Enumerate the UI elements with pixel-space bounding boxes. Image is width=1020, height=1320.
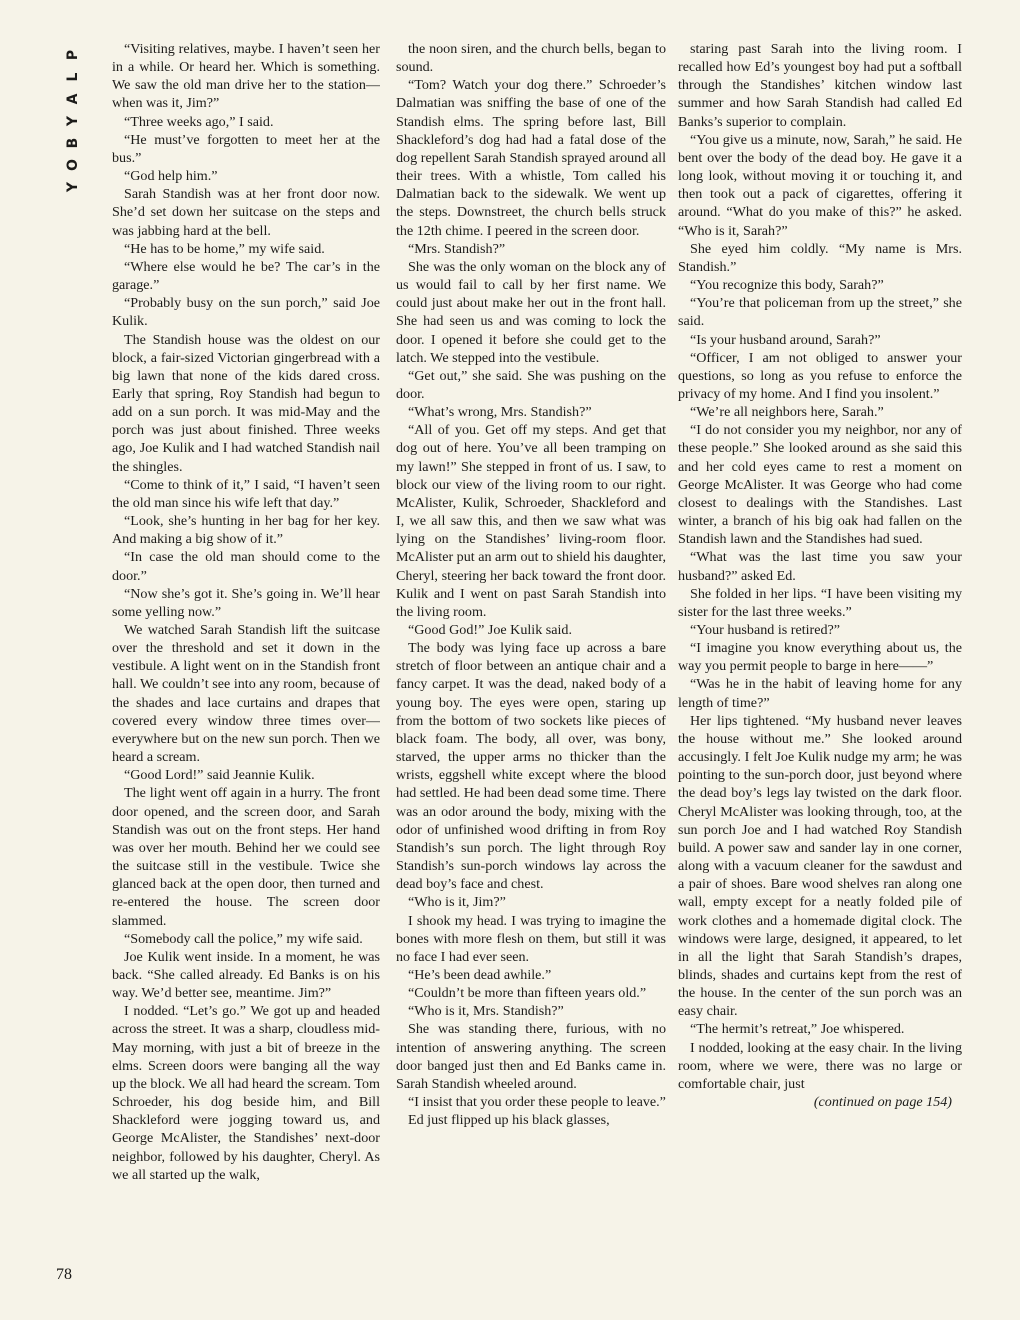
paragraph: I shook my head. I was trying to imagine the bones with more flesh on them, but still it was no face I had ever seen. <box>396 912 666 965</box>
paragraph: “Now she’s got it. She’s going in. We’ll hear some yelling now.” <box>112 585 380 620</box>
paragraph: “Come to think of it,” I said, “I haven’t seen the old man since his wife left that day.” <box>112 476 380 511</box>
paragraph: “Who is it, Mrs. Standish?” <box>408 1003 564 1020</box>
paragraph: She was the only woman on the block any of us would fail to call by her first name. We could just about make her out in the front hall. She had seen us and was coming to lock the door. I opened it before she could get to the latch. We stepped into the vestibule. <box>396 258 666 366</box>
paragraph: “He’s been dead awhile.” <box>408 966 552 983</box>
text-column-1 <box>112 40 380 1280</box>
paragraph: “Your husband is retired?” <box>690 622 841 638</box>
paragraph: “He must’ve forgotten to meet her at the bus.” <box>112 131 380 166</box>
page-number: 78 <box>56 1266 72 1283</box>
paragraph: “The hermit’s retreat,” Joe whispered. <box>690 1021 905 1038</box>
paragraph: “Three weeks ago,” I said. <box>124 113 274 130</box>
paragraph: “Where else would he be? The car’s in the garage.” <box>112 258 380 294</box>
paragraph: “Mrs. Standish?” <box>408 240 506 257</box>
paragraph: “I do not consider you my neighbor, nor any of these people.” She looked around as she said this and her cold eyes came to rest a moment on George McAlister. It was George who had come closest to dealings with the Standishes. Last winter, a branch of his big oak had fallen on the Standish lawn and the Standishes had sued. <box>678 422 962 548</box>
paragraph: The body was lying face up across a bare stretch of floor between an antique chair and a fancy carpet. It was the dead, naked body of a young boy. The eyes were open, staring up from the bottom of two sockets like pieces of black foam. The body, all over, was bony, starved, the upper arms no thicker than the wrists, eggshell white except where the blood had settled. He had been dead some time. There was an odor around the body, mixing with the odor of unfinished wood drifting in from Roy Standish’s sun porch. The light through Roy Standish’s sun-porch windows lay across the dead boy’s face and chest. <box>396 640 666 893</box>
paragraph: “Visiting relatives, maybe. I haven’t seen her in a while. Or heard her. Which is something. We saw the old man drive her to the station—when was it, Jim?” <box>112 41 380 112</box>
paragraph: the noon siren, and the church bells, began to sound. <box>396 41 666 76</box>
paragraph: Joe Kulik went inside. In a moment, he was back. “She called already. Ed Banks is on his way. We’d better see, meantime. Jim?” <box>112 948 380 1002</box>
paragraph: “Officer, I am not obliged to answer your questions, so long as you refuse to enforce the privacy of my home. And I find you insolent.” <box>678 349 962 402</box>
paragraph: I nodded, looking at the easy chair. In the living room, where we were, there was no large or comfortable chair, just <box>678 1039 962 1092</box>
paragraph: “In case the old man should come to the door.” <box>112 549 380 584</box>
masthead-letter: P <box>65 49 81 61</box>
paragraph: “Couldn’t be more than fifteen years old.” <box>408 985 647 1002</box>
paragraph: “Good Lord!” said Jeannie Kulik. <box>124 767 315 784</box>
paragraph: “Probably busy on the sun porch,” said Joe Kulik. <box>112 295 380 330</box>
text-column-3 <box>678 40 962 1280</box>
paragraph: “Good God!” Joe Kulik said. <box>408 622 573 638</box>
paragraph: “I insist that you order these people to leave.” <box>408 1094 666 1111</box>
paragraph: “Was he in the habit of leaving home for any length of time?” <box>678 676 962 711</box>
paragraph: She folded in her lips. “I have been visiting my sister for the last three weeks.” <box>678 585 962 620</box>
masthead-letter: B <box>65 137 81 149</box>
paragraph: We watched Sarah Standish lift the suitcase over the threshold and set it down in the vestibule. A light went on in the Standish front hall. We couldn’t see into any room, because of the shades and lace curtains and drapes that covered every window three times over—everywhere but on the new sun porch. Then we heard a scream. <box>112 622 380 766</box>
paragraph: “Is your husband around, Sarah?” <box>690 331 881 348</box>
paragraph: The light went off again in a hurry. The front door opened, and the screen door, and Sarah Standish was out on the front steps. Her hand was over her mouth. Behind her we could see the suitcase still in the vestibule. Twice she glanced back at the open door, then turned and re-entered the house. The screen door slammed. <box>112 785 380 929</box>
masthead-letter: A <box>65 93 81 105</box>
paragraph: I nodded. “Let’s go.” We got up and headed across the street. It was a sharp, cloudless mid-May morning, with just a bit of breeze in the elms. Screen doors were banging all the way up the block. We all had heard the scream. Tom Schroeder, his dog beside him, and Bill Shackleford were jogging toward us, and George McAlister, the Standishes’ next-door neighbor, followed by his daughter, Cheryl. As we all started up the walk, <box>112 1003 380 1183</box>
paragraph: “You recognize this body, Sarah?” <box>690 277 884 294</box>
paragraph: “Look, she’s hunting in her bag for her key. And making a big show of it.” <box>112 513 380 548</box>
paragraph: “What was the last time you saw your husband?” asked Ed. <box>678 549 962 584</box>
paragraph: “All of you. Get off my steps. And get that dog out of here. You’ve all been tramping on my lawn!” She stepped in front of us. I saw, to block our view of the living room to our right. McAlister, Kulik, Schroeder, Shackleford and I, we all saw this, and then we saw what was lying on the Standishes’ living-room floor. McAlister put an arm out to shield his daughter, Cheryl, steering her back toward the front door. Kulik and I went on past Sarah Standish into the living room. <box>396 422 666 620</box>
masthead-letter: Y <box>65 181 81 193</box>
paragraph: “Get out,” she said. She was pushing on the door. <box>396 367 666 402</box>
masthead-letter: O <box>65 159 81 171</box>
paragraph: “God help him.” <box>124 168 218 185</box>
paragraph: “What’s wrong, Mrs. Standish?” <box>408 404 592 421</box>
paragraph: She was standing there, furious, with no intention of answering anything. The screen door banged just then and Ed Banks came in. Sarah Standish wheeled around. <box>396 1021 666 1092</box>
paragraph: “Tom? Watch your dog there.” Schroeder’s Dalmatian was sniffing the base of one of the Standish elms. The spring before last, Bill Shackleford’s dog had had a fatal dose of the dog repellent Sarah Standish sprayed around all their trees. With a whistle, Tom called his Dalmatian back to the sidewalk. We went up the steps. Downstreet, the church bells struck the 12th chime. I peered in the screen door. <box>396 77 666 239</box>
paragraph: “He has to be home,” my wife said. <box>124 240 325 257</box>
masthead-letter: L <box>65 72 81 82</box>
text-column-2 <box>396 40 666 1280</box>
paragraph: She eyed him coldly. “My name is Mrs. Standish.” <box>678 240 962 275</box>
paragraph: “Who is it, Jim?” <box>408 894 506 911</box>
masthead-letter: Y <box>65 115 81 127</box>
paragraph: “I imagine you know everything about us, the way you permit people to barge in here——” <box>678 640 962 675</box>
paragraph: “You give us a minute, now, Sarah,” he said. He bent over the body of the dead boy. He gave it a long look, without moving it or touching it, and then took out a pack of cigarettes, offering it around. “What do you make of this?” he asked. “Who is it, Sarah?” <box>678 131 962 239</box>
paragraph: Ed just flipped up his black glasses, <box>408 1112 610 1129</box>
paragraph: “You’re that policeman from up the street,” she said. <box>678 295 962 330</box>
paragraph: Sarah Standish was at her front door now. She’d set down her suitcase on the steps and was jabbing hard at the bell. <box>112 186 380 239</box>
paragraph: “We’re all neighbors here, Sarah.” <box>690 404 884 421</box>
paragraph: Her lips tightened. “My husband never leaves the house without me.” She looked around accusingly. I felt Joe Kulik nudge my arm; he was pointing to the sun-porch door, just beyond where the dead boy’s legs lay twisted on the dark floor. Cheryl McAlister was looking through, too, at the sun porch Joe and I had watched Roy Standish build. A power saw and sander lay in one corner, along with a vacuum cleaner for the sawdust and a pair of shoes. Bare wood shelves ran along one wall, empty except for a neatly folded pile of work clothes and a homemade digital clock. The windows were large, designed, it appeared, to let in all the light that Sarah Standish’s drapes, blinds, shades and curtains kept from the rest of the house. In the center of the sun porch was an easy chair. <box>678 712 962 1020</box>
paragraph: staring past Sarah into the living room. I recalled how Ed’s youngest boy had put a softball through the Standishes’ kitchen window last summer and how Sarah Standish had called Ed Banks’s superior to complain. <box>678 41 962 130</box>
playboy-masthead <box>60 44 86 198</box>
paragraph: “Somebody call the police,” my wife said. <box>124 930 363 947</box>
continued-note: (continued on page 154) <box>813 1094 952 1111</box>
paragraph: The Standish house was the oldest on our block, a fair-sized Victorian gingerbread with a big lawn that none of the kids dared cross. Early that spring, Roy Standish had begun to add on a sun porch. It was mid-May and the porch was just about finished. Three weeks ago, Joe Kulik and I had watched Standish nail the shingles. <box>112 331 380 475</box>
